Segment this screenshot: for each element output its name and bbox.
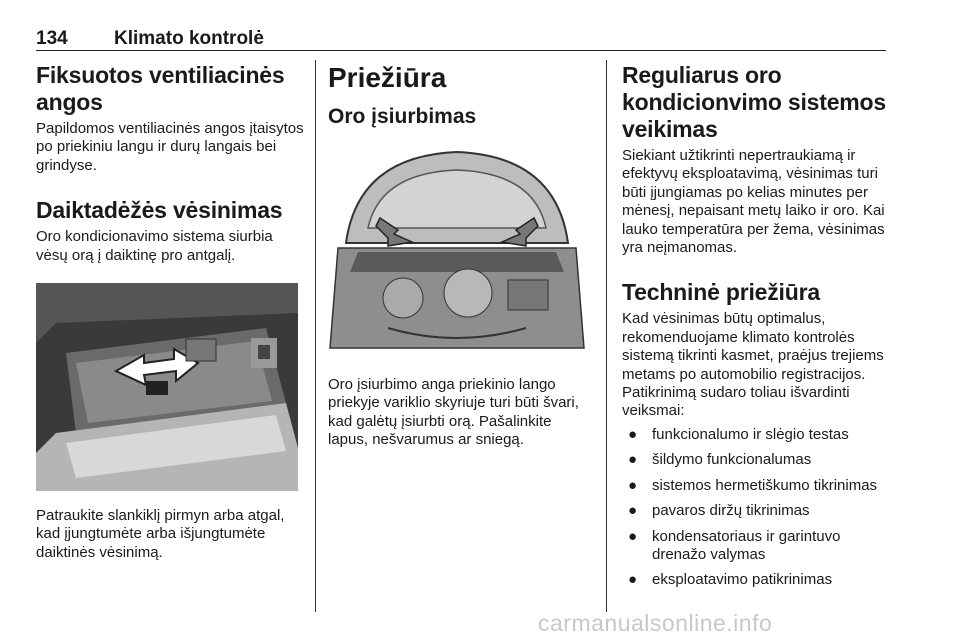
glovebox-caption: Patraukite slankiklį pirmyn arba atgal, kad įjungtumėte arba išjungtumėte daiktinės vėsinimą. — [36, 507, 285, 561]
list-item: ● šildymo funkcionalumas — [628, 451, 812, 469]
bullet-icon: ● — [628, 451, 638, 469]
list-item: ● sistemos hermetiškumo tikrinimas — [628, 476, 878, 494]
section-title-service: Techninė priežiūra — [622, 279, 820, 306]
engine-bay-illustration — [328, 148, 586, 360]
section-title-fixed-vents: Fiksuotos ventiliacinės angos — [36, 62, 285, 115]
watermark: carmanualsonline.info — [538, 610, 773, 636]
column-divider — [315, 60, 316, 612]
subtitle-air-intake: Oro įsiurbimas — [328, 105, 477, 128]
service-check-list — [622, 426, 890, 590]
chapter-title: Klimato kontrolė — [114, 28, 264, 49]
column-left — [36, 62, 304, 562]
list-item: ● funkcionalumo ir slėgio testas — [628, 425, 849, 443]
section-text-glovebox-cooling: Oro kondicionavimo sistema siurbia vėsų orą į daiktinę pro antgalį. — [36, 228, 273, 264]
section-title-glovebox-cooling: Daiktadėžės vėsinimas — [36, 197, 283, 224]
list-item: ● kondensatoriaus ir garintuvo drenažo valymas — [628, 527, 841, 563]
section-text-regular-operation: Siekiant užtikrinti nepertraukiamą ir efektyvų eksploatavimą, vėsinimas turi būti įjungiamas po kelias minutes per mėnesį, nepaisant metų laiko ir oro. Kai lauko temperatūra per žema, vėsinimas yra neįmanomas. — [622, 147, 885, 257]
page-header — [36, 26, 886, 51]
column-right — [622, 62, 890, 597]
list-item: ● eksploatavimo patikrinimas — [628, 571, 833, 589]
list-item: ● pavaros diržų tikrinimas — [628, 502, 810, 520]
bullet-icon: ● — [628, 527, 638, 545]
page-number: 134 — [36, 28, 68, 49]
bullet-icon: ● — [628, 571, 638, 589]
air-intake-caption: Oro įsiurbimo anga priekinio lango priekyje variklio skyriuje turi būti švari, kad galėtų įsiurbti orą. Pašalinkite lapus, nešvarumus ar sniegą. — [328, 376, 579, 449]
bullet-icon: ● — [628, 476, 638, 494]
main-title-maintenance: Priežiūra — [328, 62, 447, 93]
section-title-regular-operation: Reguliarus oro kondicionvimo sistemos veikimas — [622, 62, 886, 142]
bullet-icon: ● — [628, 425, 638, 443]
glovebox-illustration — [36, 283, 298, 491]
column-middle — [328, 62, 590, 450]
column-divider — [606, 60, 607, 612]
section-text-fixed-vents: Papildomos ventiliacinės angos įtaisytos po priekiniu langu ir durų langais bei grindyse. — [36, 120, 304, 174]
section-text-service: Kad vėsinimas būtų optimalus, rekomenduojame klimato kontrolės sistemą tikrinti kasmet, praėjus trejiems metams po automobilio registracijos. Patikrinimą sudaro toliau išvardinti veiksmai: — [622, 310, 884, 420]
bullet-icon: ● — [628, 502, 638, 520]
